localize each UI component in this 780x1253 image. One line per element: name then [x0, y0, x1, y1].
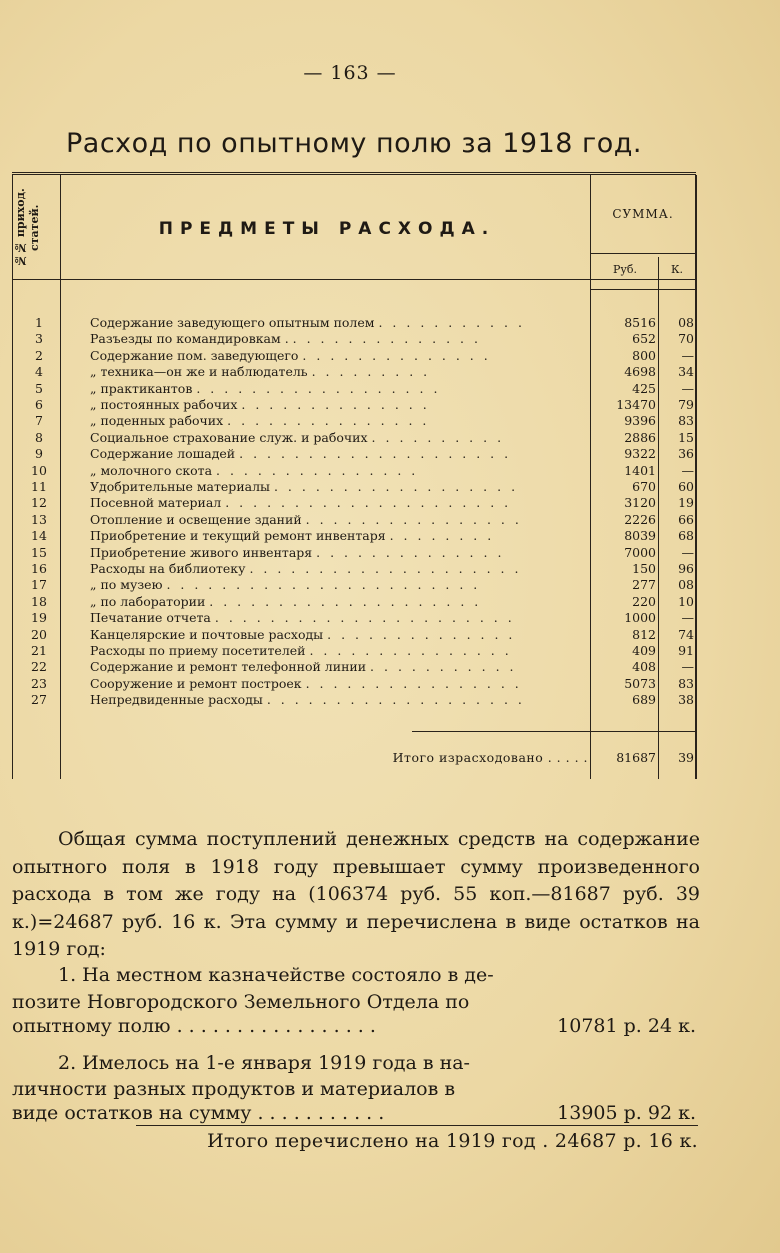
- table-row: [12, 463, 696, 479]
- row-number: 22: [31, 659, 47, 675]
- row-item-leader: . . . . . . . . . . . . . . . . . . . .: [209, 593, 482, 609]
- row-item: [90, 594, 588, 610]
- row-item-text: Удобрительные материалы: [90, 479, 270, 494]
- row-item: [90, 610, 588, 626]
- row-item: [90, 430, 588, 446]
- item2-line1: 2. Имелось на 1-е января 1919 года в на-: [58, 1052, 470, 1074]
- row-number: 15: [31, 544, 47, 560]
- row-item-leader: . . . . . . . . . . . . . . . . . . .: [266, 692, 525, 708]
- total-kopecks: 39: [678, 750, 694, 765]
- row-number: 8: [35, 429, 43, 445]
- row-item: [90, 627, 588, 643]
- row-item-text: „ по музею: [90, 577, 163, 593]
- row-number: 2: [35, 347, 43, 363]
- row-kopecks: 10: [678, 593, 694, 609]
- row-kopecks: 83: [678, 675, 694, 691]
- row-item-leader: . . . . . . . . . . . . . . . .: [305, 511, 522, 527]
- row-item: [90, 381, 588, 397]
- row-number: 6: [35, 397, 43, 412]
- row-item-text: Посевной материал: [90, 495, 222, 511]
- row-kopecks: —: [681, 544, 694, 560]
- row-rubles: 8039: [624, 528, 656, 544]
- row-rubles: 1000: [624, 610, 656, 626]
- header-expense-items: ПРЕДМЕТЫ РАСХОДА.: [158, 219, 496, 239]
- row-kopecks: 08: [678, 577, 694, 593]
- row-rubles: 408: [632, 659, 656, 675]
- row-kopecks: 15: [678, 429, 694, 445]
- item2-amount: 13905 р. 92 к.: [557, 1102, 696, 1124]
- row-item-text: Отопление и освещение зданий: [90, 511, 302, 527]
- table-row: [12, 364, 696, 380]
- row-kopecks: 79: [678, 397, 694, 412]
- row-item-text: „ постоянных рабочих: [90, 397, 238, 412]
- row-item-text: Содержание заведующего опытным полем: [90, 315, 375, 330]
- table-row: [12, 643, 696, 659]
- final-total: Итого перечислено на 1919 год . 24687 р. 16 к.: [207, 1130, 698, 1152]
- table-row: [12, 331, 696, 347]
- table-row: [12, 676, 696, 692]
- row-item-leader: . . . . . . . . . . . . . . . . . .: [196, 380, 441, 396]
- row-item: [90, 692, 588, 708]
- row-item: [90, 364, 588, 380]
- row-rubles: 13470: [616, 397, 656, 412]
- row-rubles: 4698: [624, 364, 656, 380]
- table-row: [12, 610, 696, 626]
- header-rubles: Руб.: [613, 263, 637, 276]
- table-row: [12, 348, 696, 364]
- row-item-leader: . . . . . . . . .: [311, 364, 431, 380]
- table-row: [12, 315, 696, 331]
- row-item-text: „ по лаборатории: [90, 593, 206, 609]
- row-item: [90, 643, 588, 659]
- final-total-rule: [136, 1125, 698, 1126]
- row-kopecks: 34: [678, 364, 694, 380]
- row-kopecks: —: [681, 347, 694, 363]
- row-item: [90, 676, 588, 692]
- row-number: 16: [31, 561, 47, 576]
- row-rubles: 812: [632, 626, 656, 642]
- row-kopecks: 66: [678, 511, 694, 527]
- row-number: 17: [31, 577, 47, 593]
- row-number: 1: [35, 315, 43, 330]
- row-item: [90, 397, 588, 413]
- row-rubles: 689: [632, 692, 656, 708]
- table-row: [12, 577, 696, 593]
- row-item-leader: . . . . . . . . . . . . . .: [292, 331, 481, 347]
- item1-line3-text: опытному полю . . . . . . . . . . . . . . . . .: [12, 1015, 376, 1037]
- row-item-text: Содержание и ремонт телефонной линии: [90, 659, 367, 675]
- row-rubles: 425: [632, 380, 656, 396]
- item1-line2: позите Новгородского Земельного Отдела по: [12, 991, 470, 1013]
- row-kopecks: 19: [678, 495, 694, 511]
- row-kopecks: 74: [678, 626, 694, 642]
- header-entry-number: №№ приход. статей.: [14, 188, 41, 268]
- item1-line1: 1. На местном казначействе состояло в де-: [58, 964, 494, 986]
- row-item-leader: . . . . . . . . . . . . . .: [302, 347, 491, 363]
- row-number: 10: [31, 462, 47, 478]
- row-item-text: Приобретение живого инвентаря: [90, 544, 313, 560]
- row-rubles: 670: [632, 479, 656, 494]
- row-item: [90, 331, 588, 347]
- row-item-text: Расходы по приему посетителей: [90, 643, 306, 658]
- row-number: 18: [31, 593, 47, 609]
- row-kopecks: 68: [678, 528, 694, 544]
- table-row: [12, 495, 696, 511]
- row-rubles: 8516: [624, 315, 656, 330]
- table-row: [12, 512, 696, 528]
- row-number: 23: [31, 675, 47, 691]
- row-kopecks: —: [681, 380, 694, 396]
- row-item: [90, 446, 588, 462]
- row-item: [90, 463, 588, 479]
- row-number: 4: [35, 364, 43, 380]
- row-item-leader: . . . . . . . . . . . . . . .: [227, 413, 430, 429]
- row-item-text: „ практикантов: [90, 380, 193, 396]
- row-rubles: 800: [632, 347, 656, 363]
- row-number: 3: [35, 331, 43, 347]
- item2-line2: личности разных продуктов и материалов в: [12, 1078, 456, 1100]
- row-item-leader: . . . . . . . . . . . . . .: [316, 544, 505, 560]
- row-item: [90, 561, 588, 577]
- row-rubles: 409: [632, 643, 656, 658]
- row-item: [90, 348, 588, 364]
- row-kopecks: 70: [678, 331, 694, 347]
- row-rubles: 5073: [624, 675, 656, 691]
- row-rubles: 1401: [624, 462, 656, 478]
- page-number: — 163 —: [303, 62, 397, 84]
- expense-table: [12, 172, 696, 779]
- row-kopecks: 08: [678, 315, 694, 330]
- table-total-row: [12, 749, 696, 767]
- row-item: [90, 545, 588, 561]
- row-item: [90, 495, 588, 511]
- row-item-leader: . . . . . . . .: [389, 528, 495, 544]
- row-item-text: „ молочного скота: [90, 462, 213, 478]
- row-item-text: Непредвиденные расходы: [90, 692, 263, 708]
- row-item-text: Канцелярские и почтовые расходы: [90, 626, 324, 642]
- table-row: [12, 528, 696, 544]
- row-rubles: 220: [632, 593, 656, 609]
- row-item-leader: . . . . . . . . . . . . . . . . . . . . . .: [214, 610, 515, 626]
- row-kopecks: 36: [678, 446, 694, 462]
- row-number: 7: [35, 413, 43, 429]
- total-rubles: 81687: [616, 750, 656, 765]
- row-number: 14: [31, 528, 47, 544]
- row-item-leader: . . . . . . . . . . . . . .: [327, 626, 516, 642]
- row-item: [90, 315, 588, 331]
- row-kopecks: 60: [678, 479, 694, 494]
- row-kopecks: 96: [678, 561, 694, 576]
- row-item-leader: . . . . . . . . . . .: [370, 659, 517, 675]
- row-kopecks: —: [681, 659, 694, 675]
- row-item: [90, 528, 588, 544]
- row-rubles: 652: [632, 331, 656, 347]
- row-kopecks: —: [681, 462, 694, 478]
- header-bottom-rule-sum: [590, 289, 696, 290]
- row-kopecks: —: [681, 610, 694, 626]
- row-number: 5: [35, 380, 43, 396]
- row-kopecks: 91: [678, 643, 694, 658]
- row-number: 12: [31, 495, 47, 511]
- row-rubles: 9322: [624, 446, 656, 462]
- row-number: 27: [31, 692, 47, 708]
- table-row: [12, 594, 696, 610]
- row-item-leader: . . . . . . . . . . . . . . . . . .: [273, 479, 519, 494]
- row-item-leader: . . . . . . . . . . . . . . . . . . . . . . .: [166, 577, 481, 593]
- table-row: [12, 397, 696, 413]
- table-row: [12, 430, 696, 446]
- total-rule: [412, 731, 696, 732]
- row-rubles: 9396: [624, 413, 656, 429]
- row-number: 21: [31, 643, 47, 658]
- row-item-leader: . . . . . . . . . . . . . .: [241, 397, 430, 412]
- row-item-leader: . . . . . . . . . . . . . . . . . . . .: [239, 446, 512, 462]
- row-item-leader: . . . . . . . . . . . . . . .: [309, 643, 512, 658]
- row-item-text: Приобретение и текущий ремонт инвентаря: [90, 528, 386, 544]
- row-item: [90, 512, 588, 528]
- sum-header-divider: [590, 253, 696, 254]
- row-rubles: 277: [632, 577, 656, 593]
- row-item-leader: . . . . . . . . . . . . . . . . . . . .: [249, 561, 522, 576]
- table-row: [12, 545, 696, 561]
- table-row: [12, 692, 696, 708]
- row-item-text: Сооружение и ремонт построек: [90, 675, 302, 691]
- item1-amount: 10781 р. 24 к.: [557, 1015, 696, 1037]
- row-item: [90, 659, 588, 675]
- row-item-leader: . . . . . . . . . . . . . . . . . . . . .: [225, 495, 512, 511]
- table-row: [12, 659, 696, 675]
- row-item-text: Печатание отчета: [90, 610, 211, 626]
- row-item-text: „ техника—он же и наблюдатель: [90, 364, 308, 380]
- row-number: 20: [31, 626, 47, 642]
- table-row: [12, 479, 696, 495]
- row-item-leader: . . . . . . . . . . .: [378, 315, 525, 330]
- row-item-text: Расходы на библиотеку: [90, 561, 246, 576]
- row-item-leader: . . . . . . . . . .: [371, 429, 505, 445]
- table-row: [12, 561, 696, 577]
- row-rubles: 7000: [624, 544, 656, 560]
- row-rubles: 150: [632, 561, 656, 576]
- row-item-text: Социальное страхование служ. и рабочих: [90, 429, 368, 445]
- row-rubles: 2886: [624, 429, 656, 445]
- row-kopecks: 38: [678, 692, 694, 708]
- item1-line3: [12, 1013, 700, 1041]
- total-label: Итого израсходовано . . . . .: [392, 750, 588, 765]
- row-item-text: Содержание пом. заведующего: [90, 347, 299, 363]
- table-row: [12, 413, 696, 429]
- item2-line3: [12, 1100, 700, 1128]
- row-number: 19: [31, 610, 47, 626]
- summary-paragraph: [12, 826, 700, 964]
- row-number: 13: [31, 511, 47, 527]
- header-bottom-rule: [12, 279, 696, 280]
- row-item-leader: . . . . . . . . . . . . . . . .: [305, 675, 522, 691]
- row-item: [90, 577, 588, 593]
- row-item-text: Разъезды по командировкам .: [90, 331, 289, 347]
- table-row: [12, 446, 696, 462]
- page-title: Расход по опытному полю за 1918 год.: [66, 128, 642, 159]
- row-number: 11: [31, 479, 47, 494]
- row-rubles: 3120: [624, 495, 656, 511]
- summary-text: Общая сумма поступлений денежных средств на содержание опытного поля в 1918 году превышает сумму произведенного расхода в том же году на (106374 руб. 55 коп.—81687 руб. 39 к.)=24687 руб. 16 к. Эта сумму и перечислена в виде остатков на 1919 год:: [12, 828, 700, 960]
- row-rubles: 2226: [624, 511, 656, 527]
- header-sum: СУММА.: [612, 207, 674, 221]
- row-item-leader: . . . . . . . . . . . . . . .: [216, 462, 419, 478]
- row-item: [90, 413, 588, 429]
- row-item-text: Содержание лошадей: [90, 446, 236, 462]
- table-row: [12, 381, 696, 397]
- row-item-text: „ поденных рабочих: [90, 413, 224, 429]
- row-item: [90, 479, 588, 495]
- row-number: 9: [35, 446, 43, 462]
- row-kopecks: 83: [678, 413, 694, 429]
- table-row: [12, 627, 696, 643]
- item2-line3-text: виде остатков на сумму . . . . . . . . . . .: [12, 1102, 385, 1124]
- header-kopecks: К.: [670, 263, 683, 276]
